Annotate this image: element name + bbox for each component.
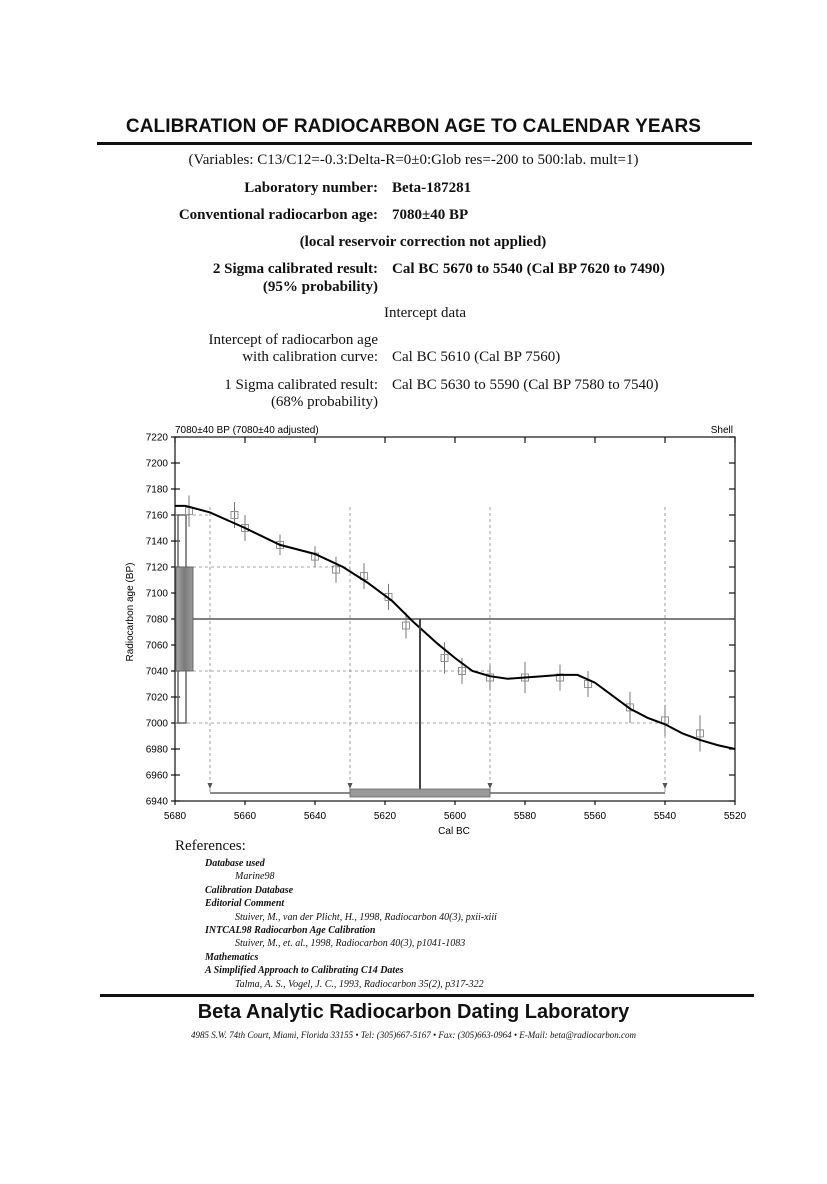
calibration-curve-line — [175, 506, 735, 749]
range-marker-arrow — [208, 783, 213, 789]
y-tick-label: 7080 — [145, 614, 168, 626]
intercept-heading: Intercept data — [383, 305, 467, 321]
conv-age-value: 7080±40 BP — [392, 207, 469, 223]
one-sigma-label: 1 Sigma calibrated result: — [224, 377, 378, 393]
y-tick-label: 7040 — [145, 666, 168, 678]
y-tick-label: 7220 — [145, 432, 168, 444]
y-tick-label: 7160 — [145, 510, 168, 522]
x-tick-label: 5540 — [653, 811, 677, 822]
lab-number-value: Beta-187281 — [392, 180, 472, 196]
one-sigma-range-bar — [350, 789, 490, 797]
two-sigma-label: 2 Sigma calibrated result: — [212, 261, 378, 277]
one-sigma-age-bar — [176, 567, 193, 671]
reference-heading: Calibration Database — [205, 884, 294, 896]
references-list — [205, 857, 497, 991]
one-sigma-result: Cal BC 5630 to 5590 (Cal BP 7580 to 7540) — [392, 377, 659, 393]
chart-title-right: Shell — [710, 425, 733, 436]
variables-line: (Variables: C13/C12=-0.3:Delta-R=0±0:Glob res=-200 to 500:lab. mult=1) — [188, 152, 639, 168]
x-tick-label: 5680 — [163, 811, 187, 822]
y-tick-label: 7020 — [145, 692, 168, 704]
y-tick-label: 6980 — [145, 744, 168, 756]
y-axis-label: Radiocarbon age (BP) — [125, 562, 136, 662]
lab-number-label: Laboratory number: — [244, 180, 378, 196]
intercept-label-1: Intercept of radiocarbon age — [208, 332, 378, 348]
y-tick-label: 7200 — [145, 458, 168, 470]
reference-heading: Mathematics — [205, 951, 259, 963]
reference-entry: Stuiver, M., van der Plicht, H., 1998, Radiocarbon 40(3), pxii-xiii — [235, 911, 497, 923]
x-tick-label: 5560 — [583, 811, 607, 822]
y-tick-label: 6960 — [145, 770, 168, 782]
range-marker-arrow — [348, 783, 353, 789]
x-tick-label: 5640 — [303, 811, 327, 822]
two-sigma-prob: (95% probability) — [262, 279, 378, 295]
intercept-value: Cal BC 5610 (Cal BP 7560) — [392, 349, 561, 365]
footer-lab-name: Beta Analytic Radiocarbon Dating Laboratory — [197, 1001, 630, 1023]
x-tick-label: 5520 — [723, 811, 747, 822]
conv-age-label: Conventional radiocarbon age: — [178, 207, 378, 223]
references-heading: References: — [175, 838, 246, 854]
y-tick-label: 7100 — [145, 588, 168, 600]
reference-heading: A Simplified Approach to Calibrating C14 Dates — [205, 965, 404, 977]
y-tick-label: 7180 — [145, 484, 168, 496]
one-sigma-prob: (68% probability) — [270, 394, 378, 410]
x-tick-label: 5620 — [373, 811, 397, 822]
range-marker-arrow — [663, 783, 668, 789]
x-tick-label: 5580 — [513, 811, 537, 822]
y-tick-label: 7000 — [145, 718, 168, 730]
x-tick-label: 5600 — [443, 811, 467, 822]
footer-rule — [100, 994, 754, 997]
y-tick-label: 7140 — [145, 536, 168, 548]
x-axis-label: Cal BC — [438, 826, 470, 837]
intercept-label-2: with calibration curve: — [242, 349, 378, 365]
y-tick-label: 7120 — [145, 562, 168, 574]
y-tick-label: 7060 — [145, 640, 168, 652]
two-sigma-result: Cal BC 5670 to 5540 (Cal BP 7620 to 7490) — [392, 261, 665, 277]
reference-entry: Stuiver, M., et. al., 1998, Radiocarbon 40(3), p1041-1083 — [235, 938, 466, 950]
reference-heading: INTCAL98 Radiocarbon Age Calibration — [205, 925, 376, 937]
footer-address: 4985 S.W. 74th Court, Miami, Florida 33155 • Tel: (305)667-5167 • Fax: (305)663-0964 • E-Mail: beta@radiocarbon.com — [190, 1030, 637, 1040]
reference-heading: Database used — [205, 858, 265, 869]
range-marker-arrow — [488, 783, 493, 789]
reference-entry: Marine98 — [235, 871, 275, 883]
x-tick-label: 5660 — [233, 811, 257, 822]
page-title: CALIBRATION OF RADIOCARBON AGE TO CALENDAR YEARS — [125, 116, 702, 137]
reservoir-note: (local reservoir correction not applied) — [299, 234, 547, 250]
reference-heading: Editorial Comment — [205, 898, 285, 910]
reference-entry: Talma, A. S., Vogel, J. C., 1993, Radiocarbon 35(2), p317-322 — [235, 978, 484, 990]
y-tick-label: 6940 — [145, 796, 168, 808]
chart-title-left: 7080±40 BP (7080±40 adjusted) — [175, 425, 319, 436]
